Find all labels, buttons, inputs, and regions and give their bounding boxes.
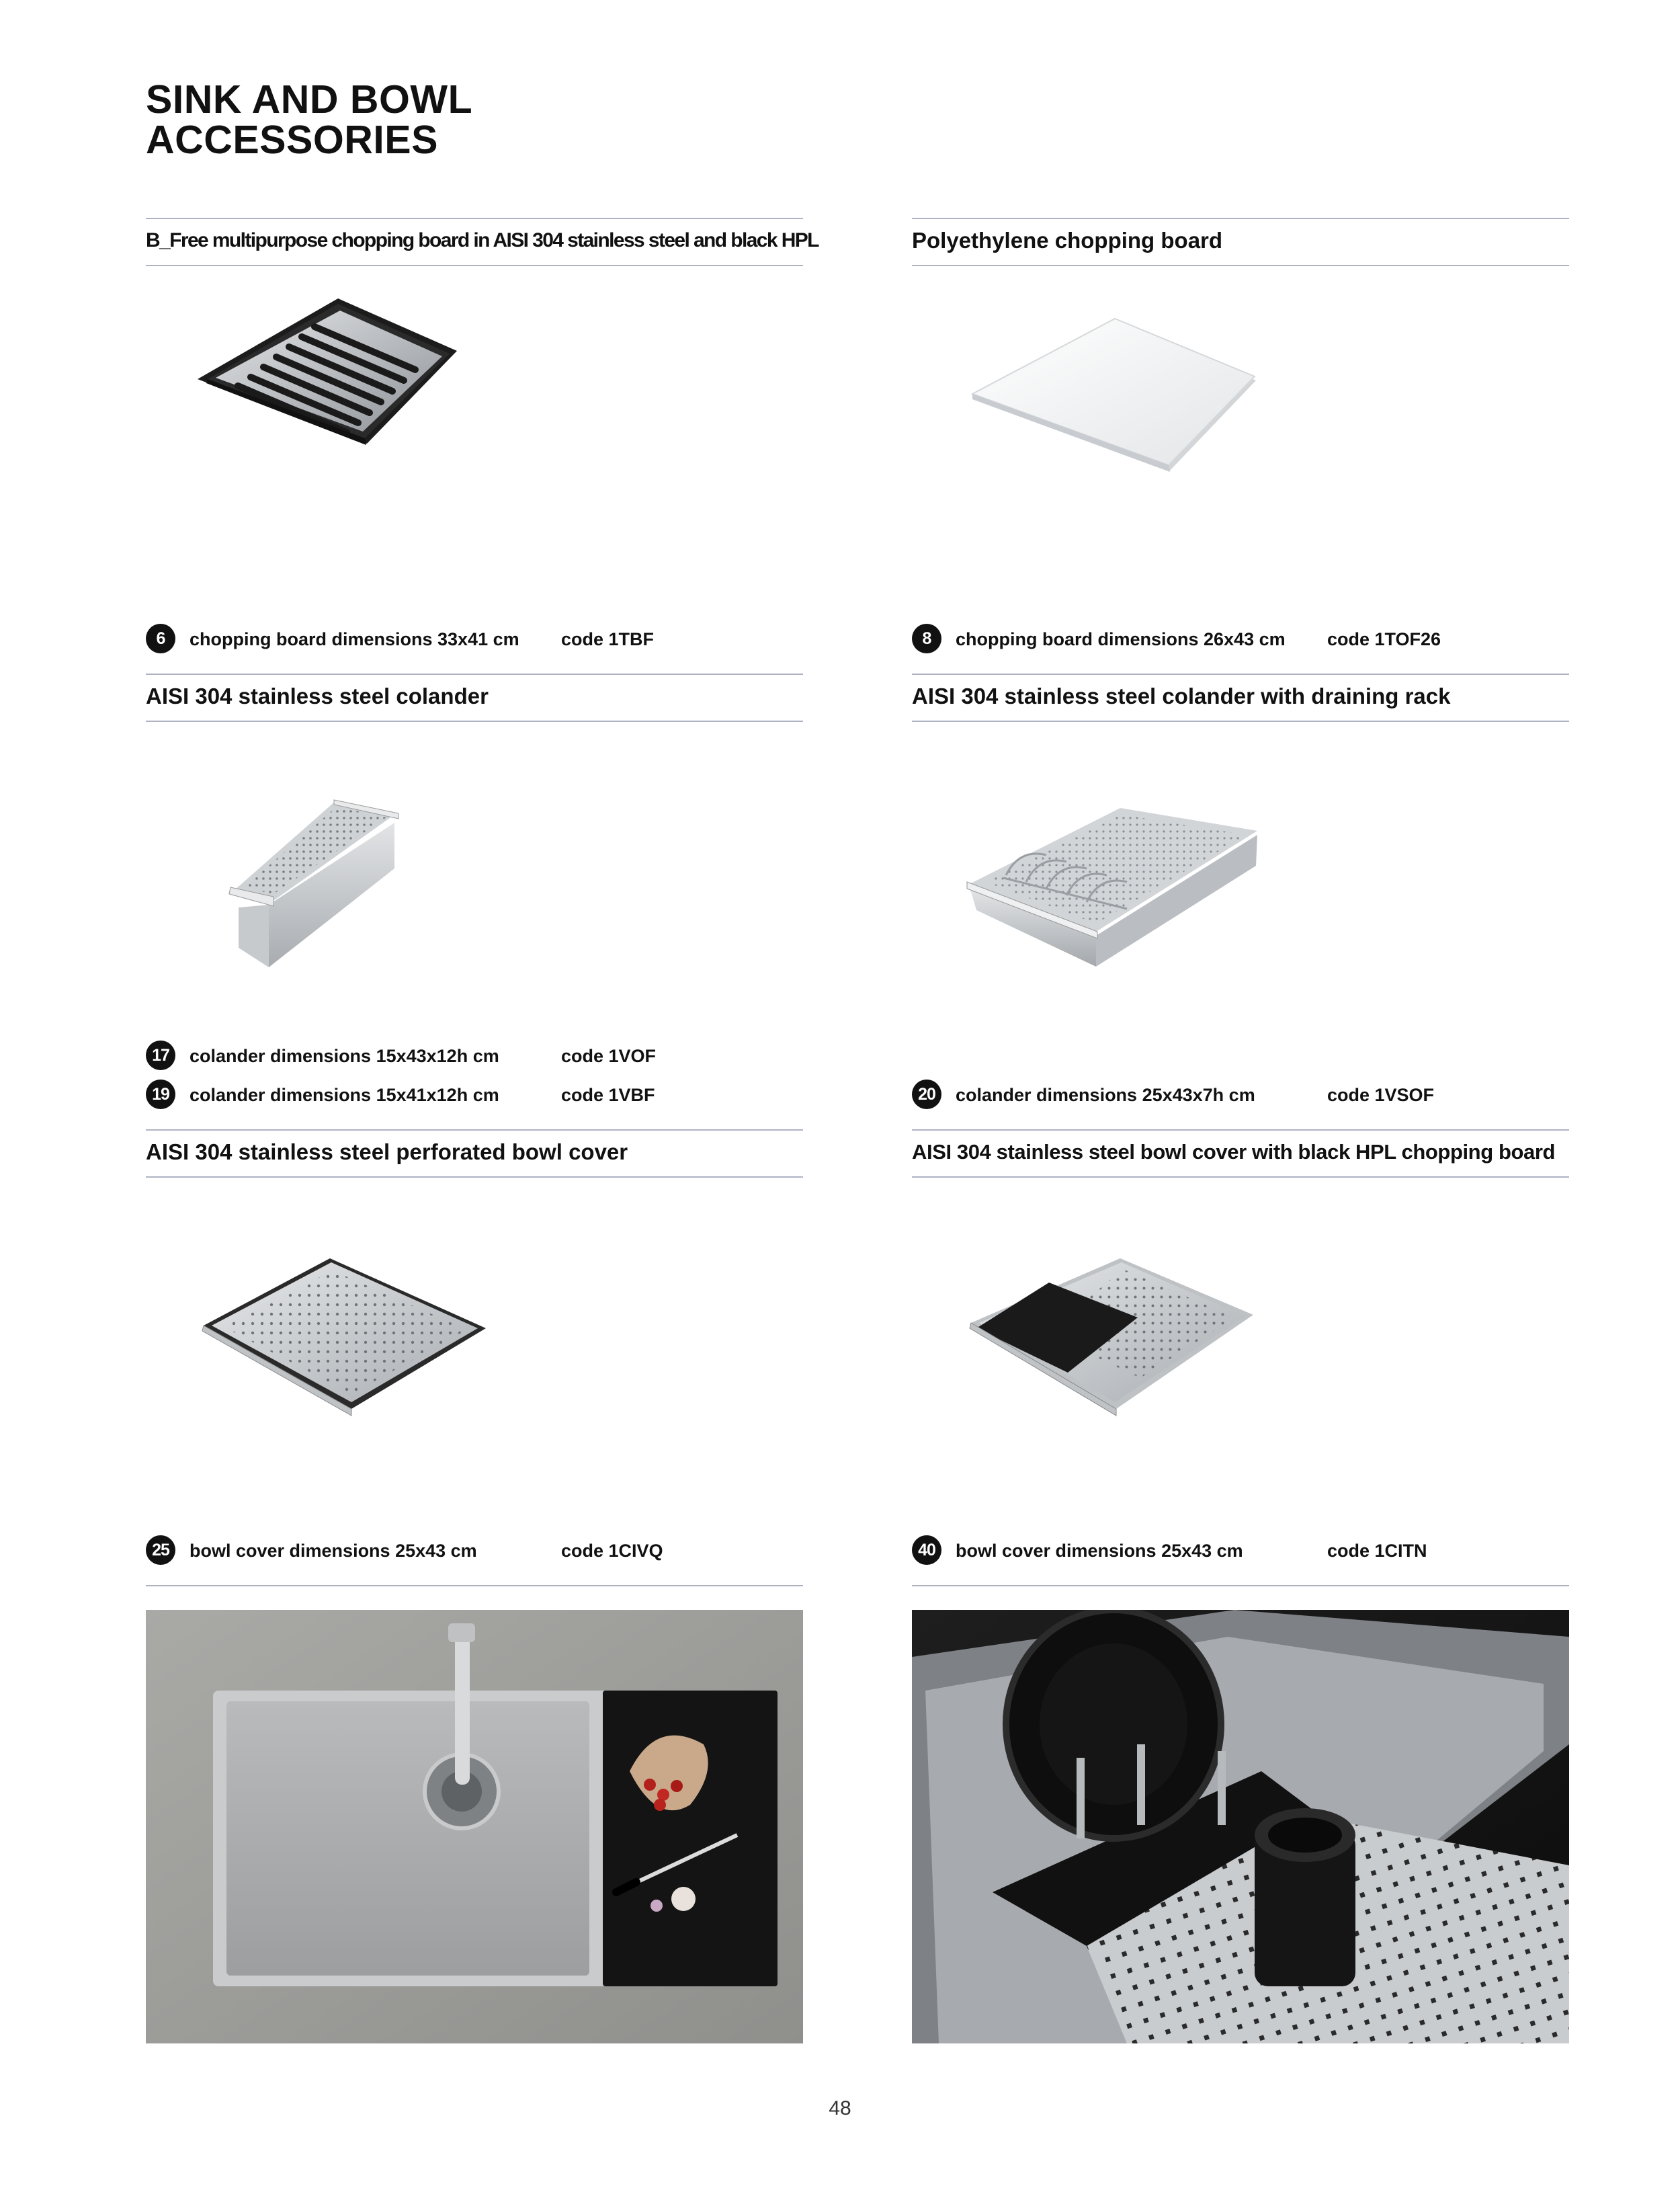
spec-row xyxy=(912,624,1569,653)
spec-row xyxy=(146,624,803,653)
section-title: AISI 304 stainless steel colander xyxy=(146,684,489,708)
spec-row xyxy=(912,1080,1569,1109)
item-dimensions: chopping board dimensions 26x43 cm xyxy=(956,629,1286,649)
item-code: code 1VOF xyxy=(561,1046,657,1066)
colander-draining-rack-image xyxy=(939,741,1288,996)
section-title: AISI 304 stainless steel bowl cover with black HPL chopping board xyxy=(912,1140,1556,1164)
item-dimensions: colander dimensions 25x43x7h cm xyxy=(956,1085,1255,1105)
product-section-bfree-board xyxy=(146,218,818,661)
spec-row xyxy=(146,1041,803,1070)
section-divider xyxy=(912,1585,1569,1586)
spec-row xyxy=(146,1535,803,1565)
page-title-line-2: ACCESSORIES xyxy=(146,118,438,162)
item-dimensions: colander dimensions 15x41x12h cm xyxy=(190,1085,499,1105)
section-header xyxy=(912,674,1569,722)
item-code: code 1CITN xyxy=(1327,1541,1427,1561)
item-code: code 1VBF xyxy=(561,1085,655,1105)
bowl-cover-hpl-board-image xyxy=(939,1196,1288,1452)
section-header xyxy=(146,674,803,722)
section-header xyxy=(912,218,1569,266)
item-code: code 1VSOF xyxy=(1327,1085,1435,1105)
section-header xyxy=(146,218,818,266)
item-dimensions: bowl cover dimensions 25x43 cm xyxy=(956,1541,1243,1561)
product-section-perforated-bowl-cover xyxy=(146,1129,803,1573)
section-divider xyxy=(146,1585,803,1586)
bfree-chopping-board-image xyxy=(173,285,522,540)
sink-top-view-photo xyxy=(146,1610,803,2043)
section-header xyxy=(146,1129,803,1178)
product-section-bowl-cover-hpl-board xyxy=(912,1129,1569,1573)
page-title xyxy=(146,79,472,160)
page-title-line-1: SINK AND BOWL xyxy=(146,77,473,122)
colander-image xyxy=(173,741,522,996)
item-number-badge: 25 xyxy=(146,1535,175,1565)
section-title: B_Free multipurpose chopping board in AISI 304 stainless steel and black HPL xyxy=(146,229,818,251)
product-section-colander xyxy=(146,674,803,1117)
item-code: code 1CIVQ xyxy=(561,1541,663,1561)
item-code: code 1TBF xyxy=(561,629,655,649)
item-number-badge: 20 xyxy=(912,1080,941,1109)
item-dimensions: chopping board dimensions 33x41 cm xyxy=(190,629,519,649)
item-dimensions: colander dimensions 15x43x12h cm xyxy=(190,1046,499,1066)
item-number-badge: 8 xyxy=(912,624,941,653)
section-header xyxy=(912,1129,1569,1178)
item-number-badge: 19 xyxy=(146,1080,175,1109)
page-number: 48 xyxy=(829,2097,851,2119)
item-number-badge: 6 xyxy=(146,624,175,653)
spec-row xyxy=(912,1535,1569,1565)
section-title: Polyethylene chopping board xyxy=(912,228,1223,253)
item-number-badge: 17 xyxy=(146,1041,175,1070)
section-title: AISI 304 stainless steel colander with draining rack xyxy=(912,684,1451,708)
product-section-colander-draining-rack xyxy=(912,674,1569,1117)
item-dimensions: bowl cover dimensions 25x43 cm xyxy=(190,1541,477,1561)
perforated-bowl-cover-image xyxy=(173,1196,522,1452)
bowl-cover-in-use-photo xyxy=(912,1610,1569,2043)
item-number-badge: 40 xyxy=(912,1535,941,1565)
section-title: AISI 304 stainless steel perforated bowl cover xyxy=(146,1139,628,1164)
polyethylene-chopping-board-image xyxy=(939,285,1288,540)
item-code: code 1TOF26 xyxy=(1327,629,1441,649)
spec-row xyxy=(146,1080,803,1109)
product-section-polyethylene-board xyxy=(912,218,1569,661)
